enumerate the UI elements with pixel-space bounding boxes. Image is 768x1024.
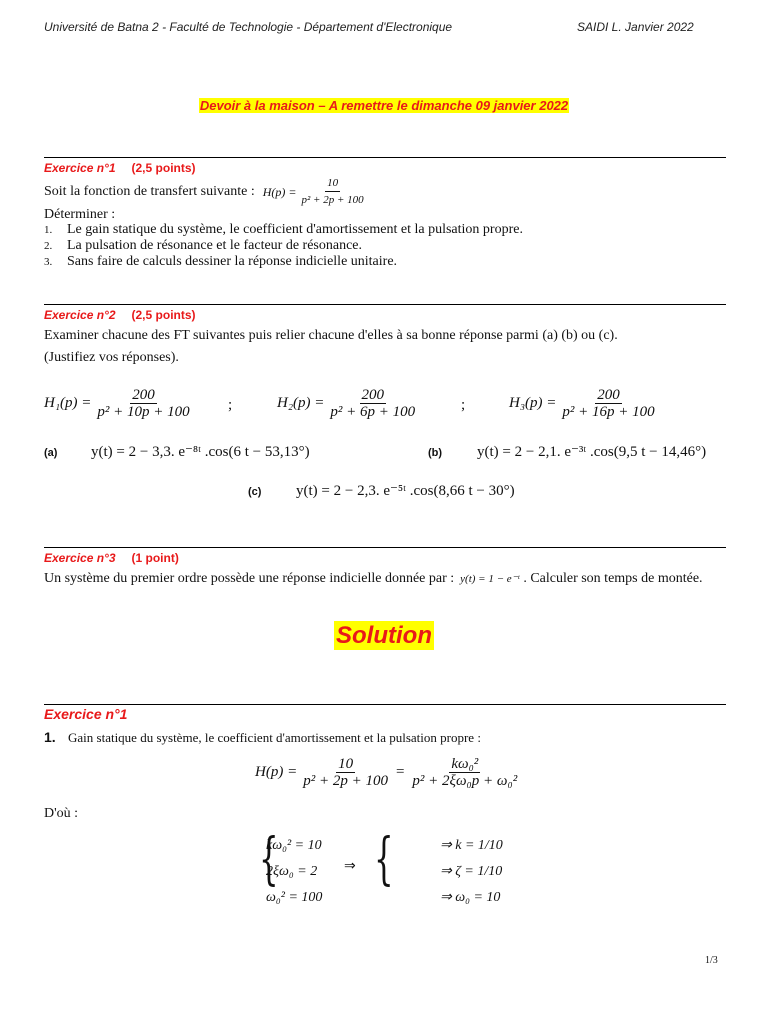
dou-label: D'où : [44, 806, 79, 821]
ex1-points: (2,5 points) [131, 161, 196, 175]
ex3-text-after: . Calculer son temps de montée. [523, 571, 703, 586]
solution-ex1-title: Exercice n°1 [44, 706, 128, 722]
eq-fraction-2 [410, 756, 519, 789]
tf-h1-fraction [95, 387, 191, 420]
separator: ; [228, 397, 233, 413]
list-number: 1. [44, 224, 53, 236]
tf-h3 [509, 387, 657, 420]
ex1-h-fraction [300, 175, 366, 208]
ex1-title: Exercice n°1 [44, 161, 116, 175]
result-line: ⇒ ω₀ = 10 [440, 890, 501, 905]
ex3-statement [44, 571, 703, 587]
tf-h2 [277, 387, 417, 420]
system-line: 2ξω₀ = 2 [266, 864, 318, 879]
ex1-h-den: p² + 2p + 100 [301, 194, 364, 206]
tf-h2-den: p² + 6p + 100 [330, 404, 416, 420]
results-list [440, 833, 503, 911]
tf-h2-lhs: H₂(p) = [277, 395, 325, 411]
solution-equation [255, 756, 519, 789]
response-c-expr: y(t) = 2 − 2,3. e⁻⁵ᵗ .cos(8,66 t − 30°) [296, 483, 515, 499]
implies-arrow: ⇒ [344, 859, 356, 874]
header-institution: Université de Batna 2 - Faculté de Technologie - Département d'Electronique [44, 20, 453, 34]
list-text: La pulsation de résonance et le facteur de résonance. [67, 238, 363, 253]
eq-equals: = [395, 764, 405, 780]
step-number: 1. [44, 729, 56, 745]
list-item [44, 238, 523, 254]
ex3-points: (1 point) [131, 551, 179, 565]
step-text: Gain statique du système, le coefficient d'amortissement et la pulsation propre : [68, 730, 481, 745]
result-line: ⇒ ζ = 1/10 [440, 864, 503, 879]
ex1-determine: Déterminer : [44, 207, 116, 222]
eq-fraction-1 [301, 756, 390, 789]
eq-lhs: H(p) = [255, 764, 298, 780]
tf-h3-fraction [560, 387, 656, 420]
tf-h2-fraction [328, 387, 417, 420]
assignment-title-wrap [0, 97, 768, 115]
equation-system [266, 833, 322, 911]
ex1-h-lhs: H(p) = [262, 184, 297, 199]
divider [44, 704, 726, 705]
tf-h1 [44, 387, 192, 420]
response-b-expr: y(t) = 2 − 2,1. e⁻³ᵗ .cos(9,5 t − 14,46°) [477, 444, 707, 460]
divider [44, 157, 726, 158]
ex2-heading [44, 306, 196, 324]
response-a-label: (a) [44, 447, 58, 459]
list-text: Le gain statique du système, le coefficient d'amortissement et la pulsation propre. [67, 222, 523, 237]
divider [44, 304, 726, 305]
response-b-label: (b) [428, 447, 443, 459]
ex1-intro-line [44, 175, 366, 208]
solution-title-wrap [0, 622, 768, 650]
ex1-h-num: 10 [325, 175, 340, 192]
eq-den-1: p² + 2p + 100 [303, 773, 388, 789]
list-number: 2. [44, 240, 53, 252]
list-text: Sans faire de calculs dessiner la réponse indicielle unitaire. [67, 254, 398, 269]
page-number: 1/3 [705, 955, 718, 966]
system-line: ω₀² = 100 [266, 890, 323, 905]
left-brace: { [259, 827, 279, 892]
solution-step-1 [44, 729, 481, 746]
tf-h2-num: 200 [361, 387, 385, 403]
ex2-title: Exercice n°2 [44, 308, 116, 322]
system-line: kω₀² = 10 [266, 838, 322, 853]
solution-title: Solution [336, 622, 432, 649]
response-c-label: (c) [248, 486, 262, 498]
response-a-expr: y(t) = 2 − 3,3. e⁻⁸ᵗ .cos(6 t − 53,13°) [91, 444, 310, 460]
header-author-date: SAIDI L. Janvier 2022 [577, 20, 694, 34]
tf-h3-den: p² + 16p + 100 [562, 404, 655, 420]
list-item [44, 254, 523, 270]
tf-h3-lhs: H₃(p) = [509, 395, 557, 411]
ex1-list [44, 222, 523, 270]
result-line: ⇒ k = 1/10 [440, 838, 503, 853]
list-number: 3. [44, 256, 53, 268]
ex2-points: (2,5 points) [131, 308, 196, 322]
left-brace: { [374, 827, 394, 892]
ex3-heading [44, 549, 179, 567]
ex3-text-before: Un système du premier ordre possède une réponse indicielle donnée par : [44, 571, 455, 586]
ex1-intro: Soit la fonction de transfert suivante : [44, 183, 255, 199]
tf-h3-num: 200 [597, 387, 620, 403]
ex2-line2: (Justifiez vos réponses). [44, 350, 179, 365]
separator: ; [461, 397, 466, 413]
eq-num-2: kω₀² [451, 756, 479, 772]
tf-h1-num: 200 [132, 387, 155, 403]
list-item [44, 222, 523, 238]
assignment-title: Devoir à la maison – A remettre le dimanche 09 janvier 2022 [199, 98, 569, 113]
eq-num-1: 10 [338, 756, 354, 772]
tf-h1-den: p² + 10p + 100 [97, 404, 190, 420]
eq-den-2: p² + 2ξω₀p + ω₀² [412, 773, 518, 789]
divider [44, 547, 726, 548]
ex2-line1: Examiner chacune des FT suivantes puis relier chacune d'elles à sa bonne réponse parmi (a) (b) ou (c). [44, 328, 618, 343]
tf-h1-lhs: H₁(p) = [44, 395, 92, 411]
ex3-formula: y(t) = 1 − e⁻ᵗ [460, 573, 520, 585]
ex3-title: Exercice n°3 [44, 551, 116, 565]
